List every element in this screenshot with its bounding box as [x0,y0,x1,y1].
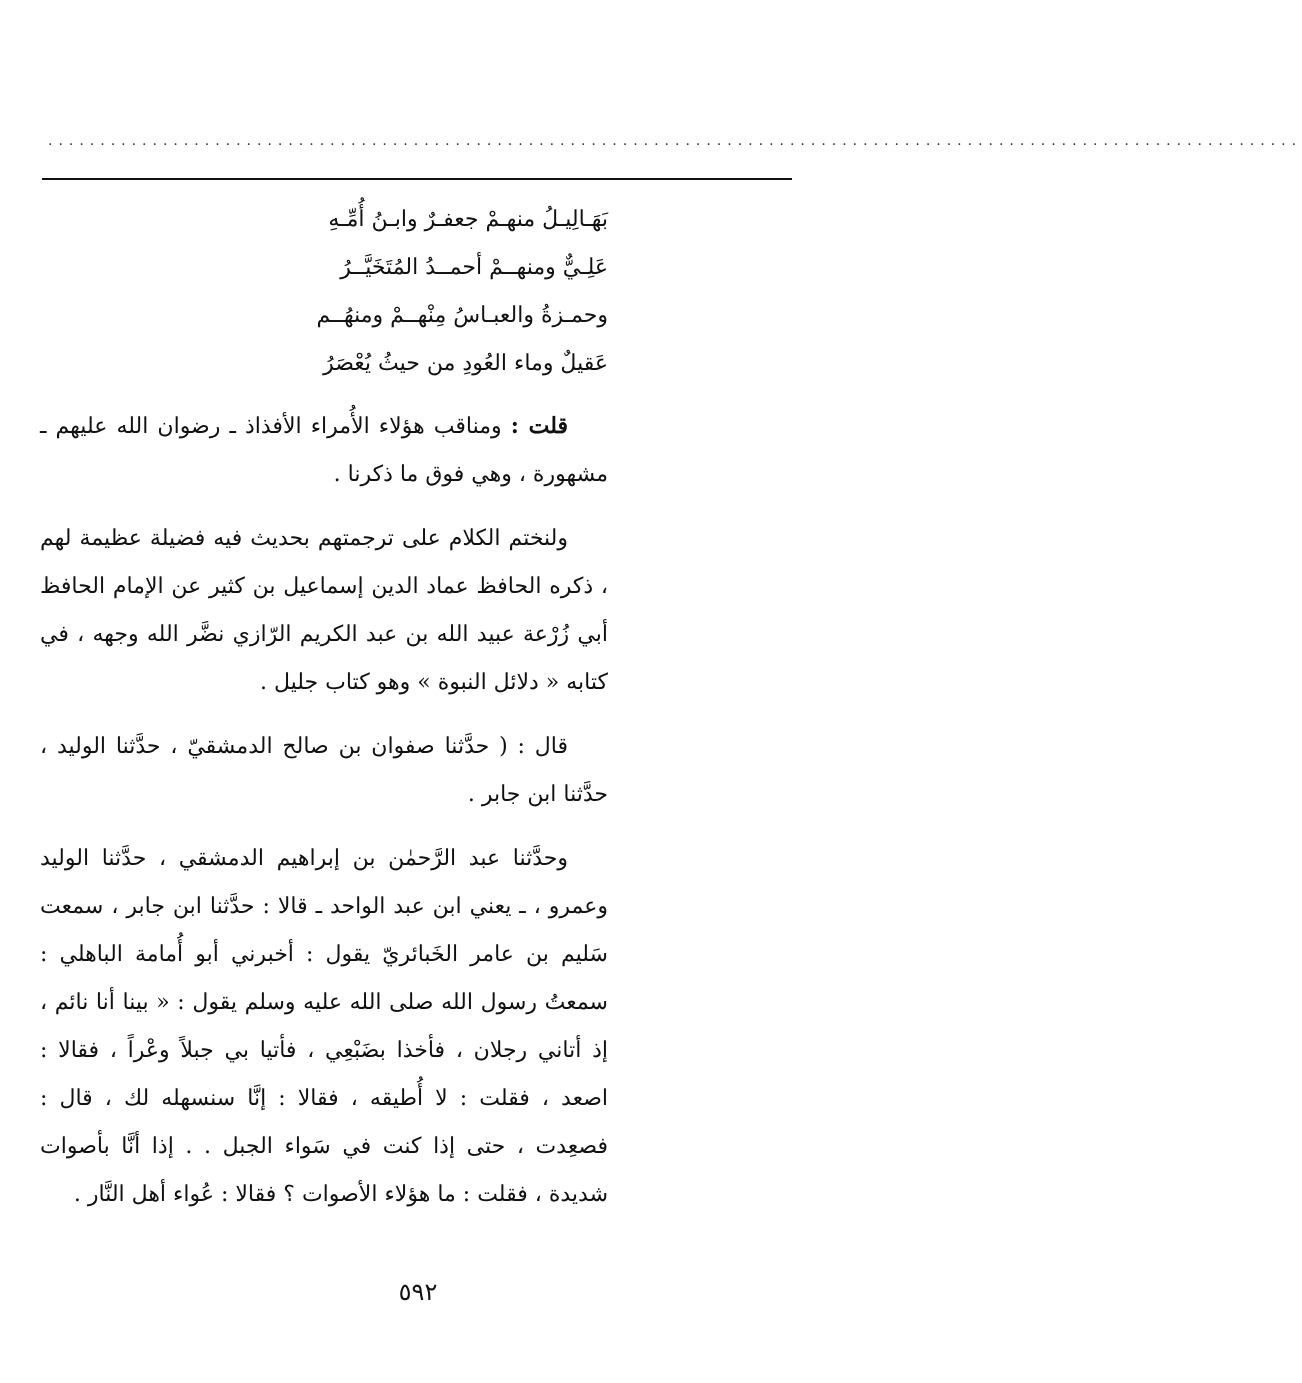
paragraph [40,835,608,1219]
poem-verse: عَلِـيٌّ ومنهــمْ أحمــدُ المُتَخَيَّــرُ [340,255,608,280]
page-number: ٥٩٢ [398,1278,438,1306]
paragraph [40,402,608,499]
header-rule [42,178,792,180]
poem-verse: وحمـزةُ والعبـاسُ مِنْهــمْ ومنهُــم [316,303,608,328]
paragraph-text: ولنختم الكلام على ترجمتهم بحديث فيه فضيلة عظيمة لهم ، ذكره الحافظ عماد الدين إسماعيل بن كثير عن الإمام الحافظ أبي زُرْعة عبيد الله بن عبد الكريم الرّازي نضَّر الله وجهه ، في كتابه « دلائل النبوة » وهو كتاب جليل . [40,526,608,695]
poem-verse: عَقيلٌ وماء العُودِ من حيثُ يُعْصَرُ [323,351,608,376]
page-body [40,196,608,1219]
poem-verse: بَهَـالِيـلُ منهـمْ جعفـرٌ وابـنُ أُمِّـهِ [328,207,608,232]
header-dotted-line: ........................................................................................................................ [48,133,1302,149]
paragraph-lead: قلت : [510,413,568,439]
paragraph-text: قال : ( حدَّثنا صفوان بن صالح الدمشقيّ ، حدَّثنا الوليد ، حدَّثنا ابن جابر . [40,734,608,807]
paragraph [40,723,608,819]
paragraph-text: وحدَّثنا عبد الرَّحمٰن بن إبراهيم الدمشقي ، حدَّثنا الوليد وعمرو ، ـ يعني ابن عبد الواحد ـ قالا : حدَّثنا ابن جابر ، سمعت سَليم بن عامر الخَبائريّ يقول : أخبرني أبو أُمامة الباهلي : سمعتُ رسول الله صلى الله عليه وسلم يقول : « بينا أنا نائم ، إذ أتاني رجلان ، فأخذا بضَبْعِي ، فأتيا بي جبلاً وعْراً ، فقالا : اصعد ، فقلت : لا أُطيقه ، فقالا : إنَّا سنسهله لك ، قال : فصعِدت ، حتى إذا كنت في سَواء الجبل . . إذا أنَّا بأصوات شديدة ، فقلت : ما هؤلاء الأصوات ؟ فقالا : عُواء أهل النَّار . [40,846,608,1207]
paragraph [40,515,608,707]
paragraph-text: ومناقب هؤلاء الأُمراء الأفذاذ ـ رضوان الله عليهم ـ مشهورة ، وهي فوق ما ذكرنا . [40,414,608,487]
